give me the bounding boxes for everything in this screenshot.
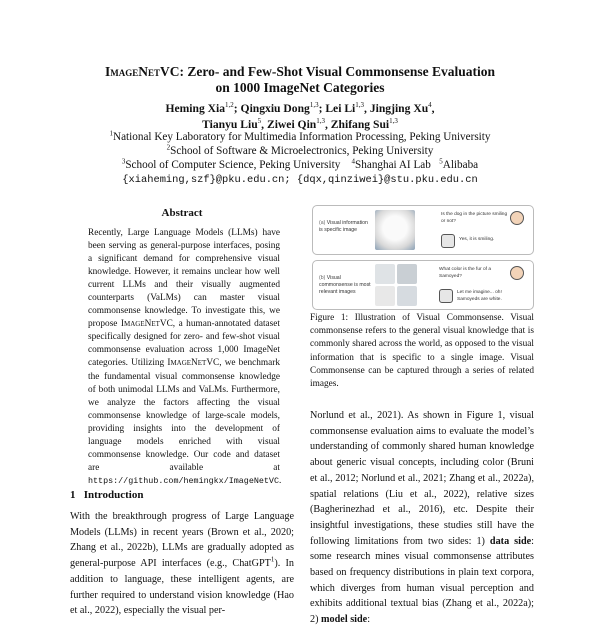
title-rest: : Zero- and Few-Shot Visual Commonsense Evaluation bbox=[179, 64, 496, 79]
section-heading-introduction: 1 Introduction bbox=[70, 489, 144, 501]
affiliation-2: $^2$School of Software & Microelectronics, Peking University bbox=[166, 143, 434, 157]
title-line2: on 1000 ImageNet Categories bbox=[215, 80, 385, 95]
author-name: Qingxiu Dong bbox=[240, 102, 310, 115]
panel-a-text: (a) Visual information is specific image bbox=[319, 220, 368, 233]
human-avatar-icon bbox=[510, 266, 524, 280]
right-column-body: Norlund et al., 2021). As shown in Figure 1, visual commonsense evaluation aims to evaluate the model’s understanding of commonly shared human knowledge about generic visual concepts, including color (Bruni et al., 2012; Norlund et al., 2021; Zhang et al., 2022a), spatial relations (Liu et al., 2022), relative sizes (Bagherinezhad et al., 2016), etc. Despite their insightful investigations, these studies still have the following limitations from two sides: 1) data side: some research mines visual commonsense attributes based on frequency distributions in plain text corpora, which diverges from human visual perception and exhibits additional textual bias (Zhang et al., 2022a); 2) model side: bbox=[310, 410, 534, 626]
author-name: Heming Xia bbox=[165, 102, 226, 115]
robot-avatar-icon bbox=[439, 289, 453, 303]
panel-b-answer: Let me imagine... oh! Samoyeds are white. bbox=[457, 290, 502, 302]
human-avatar-icon bbox=[510, 211, 524, 225]
author-line-1: Heming Xia$^{1,2}$; Qingxiu Dong$^{1,3}$; Lei Li$^{1,3}$, Jingjing Xu$^4$, bbox=[165, 101, 435, 115]
samoyed-thumb-icon bbox=[375, 286, 395, 306]
author-name: Jingjing Xu bbox=[369, 102, 429, 115]
affiliation-3-5: $^3$School of Computer Science, Peking University $^4$Shanghai AI Lab $^5$Alibaba bbox=[121, 157, 479, 171]
abstract-heading: Abstract bbox=[161, 207, 203, 219]
author-name: Ziwei Qin bbox=[266, 118, 317, 131]
author-line-2: Tianyu Liu$^5$, Ziwei Qin$^{1,3}$, Zhifang Sui$^{1,3}$ bbox=[202, 117, 398, 131]
panel-b-question: What color is the fur of a Samoyed? bbox=[439, 267, 491, 279]
author-name: Zhifang Sui bbox=[330, 118, 390, 131]
robot-avatar-icon bbox=[441, 234, 455, 248]
code-link[interactable]: https://github.com/hemingkx/ImageNetVC bbox=[88, 475, 279, 486]
abstract-body: Recently, Large Language Models (LLMs) have been serving as general-purpose interfaces, posing a significant demand for comprehensive visual knowledge. However, it remains unclear how well current LLMs and their visually augmented counterparts (VaLMs) can master visual commonsense knowledge. To investigate this, we propose ImageNetVC, a human-annotated dataset specifically designed for zero- and few-shot visual commonsense evaluation across 1,000 ImageNet categories. Utilizing ImageNetVC, we benchmark the fundamental visual commonsense knowledge of both unimodal LLMs and VaLMs. Furthermore, we analyze the factors affecting the visual commonsense knowledge of large-scale models, providing insights into the development of language models enriched with visual commonsense knowledge. Our code and dataset are available at https://github.com/hemingkx/ImageNetVC. bbox=[88, 228, 282, 486]
figure-1 bbox=[312, 205, 534, 309]
panel-b-text: (b) Visual commonsense is most relevant images bbox=[319, 275, 371, 295]
panel-a-answer: Yes, it is smiling. bbox=[459, 237, 495, 242]
figure-panel-b bbox=[312, 260, 534, 310]
panel-a-question: Is the dog in the picture smiling or not? bbox=[441, 212, 508, 224]
paper-title bbox=[40, 64, 560, 96]
author-name: Lei Li bbox=[325, 102, 356, 115]
samoyed-image bbox=[375, 210, 415, 250]
samoyed-thumb-icon bbox=[375, 264, 395, 284]
figure-1-caption: Figure 1: Illustration of Visual Commonsense. Visual commonsense refers to the general visual knowledge that is commonly shared across the world, as opposed to the visual information that is specific to a single image. Visual Commonsense can be captured through a series of related images. bbox=[310, 313, 534, 390]
samoyed-thumb-icon bbox=[397, 264, 417, 284]
samoyed-thumb-icon bbox=[397, 286, 417, 306]
author-name: Tianyu Liu bbox=[202, 118, 258, 131]
emails: {xiaheming,szf}@pku.edu.cn; {dqx,qinziwei}@stu.pku.edu.cn bbox=[122, 174, 478, 186]
figure-panel-a bbox=[312, 205, 534, 255]
title-dataset-name: ImageNetVC bbox=[104, 64, 180, 79]
introduction-body: With the breakthrough progress of Large Language Models (LLMs) in recent years (Brown et al., 2020; Zhang et al., 2022b), LLMs are gradually adopted as general-purpose API interfaces (e.g., ChatGPT$^1$). In addition to language, these intelligent agents, are further required to understand vision knowledge (Hao et al., 2022), especially the visual per- bbox=[70, 511, 294, 617]
affiliation-1: $^1$National Key Laboratory for Multimedia Information Processing, Peking University bbox=[109, 129, 491, 143]
